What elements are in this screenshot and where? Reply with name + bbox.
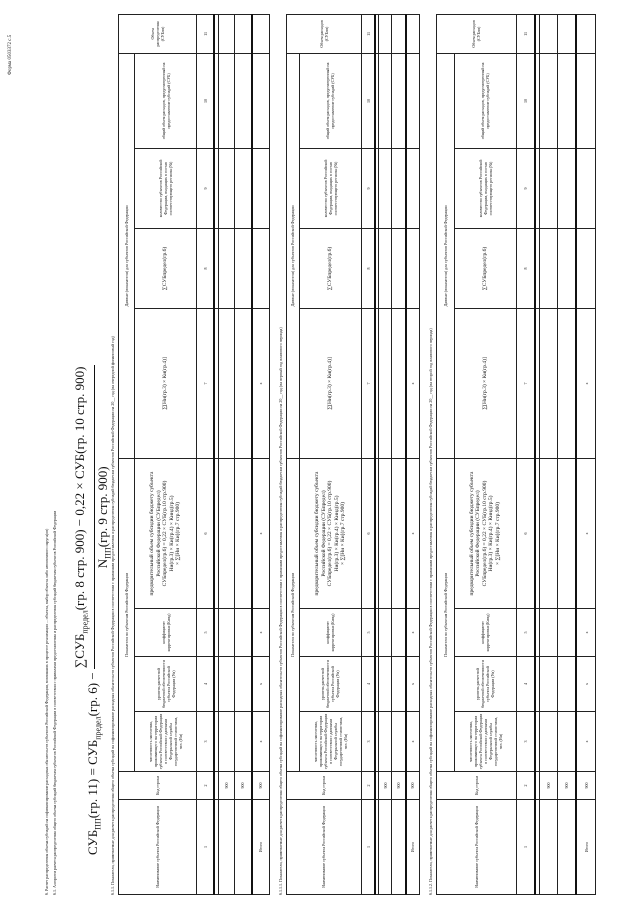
- cell-value[interactable]: [540, 14, 558, 53]
- col-header: численность населения, проживающего на территории субъекта Российской Федерации в соответствии с данными Федеральной службы государственной статистики, чел. (Ни): [454, 712, 516, 772]
- column-number: 9: [197, 148, 215, 228]
- cell-code: 900: [392, 772, 406, 800]
- cell-value[interactable]: [557, 458, 576, 608]
- col-header: общий объем расходов, предусмотренный на предоставление субсидий (СУБ): [135, 53, 197, 148]
- cell-value[interactable]: [392, 712, 406, 772]
- col-header: коэффициент корректировки (Кинд): [299, 609, 361, 657]
- total-value[interactable]: x: [406, 712, 420, 772]
- formula-lhs: СУБ: [85, 829, 101, 855]
- column-number: 4: [361, 657, 375, 712]
- cell-value[interactable]: [540, 53, 558, 148]
- col6-formula-line: × ∑[Ни × Ки](гр.7 стр.900): [175, 502, 182, 565]
- col-header: Наименование субъекта Российской Федерации: [437, 800, 517, 895]
- cell-name[interactable]: [234, 800, 252, 895]
- total-value[interactable]: [576, 53, 595, 148]
- column-number: 6: [361, 458, 375, 608]
- column-number-row: [361, 14, 375, 894]
- column-header-row: [135, 14, 197, 894]
- column-number: 5: [197, 609, 215, 657]
- cell-value[interactable]: [234, 228, 252, 308]
- total-value[interactable]: x: [406, 657, 420, 712]
- total-row: [406, 14, 420, 894]
- total-label: Итого: [406, 800, 420, 895]
- column-number: 2: [516, 772, 535, 800]
- total-value[interactable]: [252, 228, 270, 308]
- cell-value[interactable]: [557, 14, 576, 53]
- cell-value[interactable]: [379, 228, 392, 308]
- col-header: численность населения, проживающего на территории субъекта Российской Федерации в соответствии с данными Федеральной службы государственной статистики, чел. (Ни): [299, 712, 361, 772]
- cell-value[interactable]: [540, 228, 558, 308]
- cell-value[interactable]: [218, 228, 234, 308]
- col-header: уровень расчетной бюджетной обеспеченности субъекта Российской Федерации (Уи): [454, 657, 516, 712]
- cell-value[interactable]: [234, 148, 252, 228]
- col-header: уровень расчетной бюджетной обеспеченности субъекта Российской Федерации (Уи): [135, 657, 197, 712]
- cell-value[interactable]: [379, 712, 392, 772]
- cell-value[interactable]: [234, 609, 252, 657]
- cell-value[interactable]: [557, 712, 576, 772]
- cell-value[interactable]: [218, 308, 234, 458]
- cell-code: 900: [540, 772, 558, 800]
- note-1: 6. Расчет распределения объема субсидий на софинансирование расходных обязательств субъектов Российской Федерации, возникших в процессе реализации ... объекта, выбор объекта либо автономного округа(ов): [44, 528, 49, 895]
- total-value[interactable]: [252, 14, 270, 53]
- cell-value[interactable]: [234, 712, 252, 772]
- column-number: 11: [197, 14, 215, 53]
- cell-value[interactable]: [392, 308, 406, 458]
- group-header-row: [437, 14, 455, 894]
- cell-value[interactable]: [392, 657, 406, 712]
- column-number: 8: [197, 228, 215, 308]
- total-row: [252, 14, 270, 894]
- col-header: Код строки: [437, 772, 517, 800]
- cell-value[interactable]: [540, 712, 558, 772]
- total-code: 900: [252, 772, 270, 800]
- total-value[interactable]: [252, 148, 270, 228]
- col6-formula-line: × ∑[Ни × Ки](гр.7 стр.900): [494, 502, 501, 565]
- column-number: 4: [516, 657, 535, 712]
- column-number: 2: [197, 772, 215, 800]
- total-value[interactable]: x: [252, 657, 270, 712]
- group-header-row: [287, 14, 300, 894]
- col-header: ∑СУБпредел(гр.6): [299, 228, 361, 308]
- cell-value[interactable]: [540, 308, 558, 458]
- total-code: 900: [576, 772, 595, 800]
- column-number: 10: [516, 53, 535, 148]
- total-value[interactable]: [406, 228, 420, 308]
- group-header-2: Данные (показатели) для субъектов Российской Федерации: [119, 53, 135, 458]
- frac-den-sub: ПП: [103, 547, 113, 559]
- col-header: количество субъектов Российской Федерации, входящих в состав соответствующего региона (Ni): [135, 148, 197, 228]
- total-value[interactable]: x: [252, 609, 270, 657]
- cell-value[interactable]: [392, 458, 406, 608]
- col-header: численность населения, проживающего на территории субъекта Российской Федерации в соответствии с данными Федеральной службы государственной статистики, чел. (Ни): [135, 712, 197, 772]
- section-1-title: 6.1.1. Показатели, применяемые для расчета распределения общего объема субсидий на софинансирование расходных обязательств субъектов Российской Федерации в соответствии с правилами предоставления и распределения субсидий бюджетам субъектов Российской Федерации на 20__ год (на очередной финансовый год): [110, 336, 115, 895]
- cell-value[interactable]: [234, 53, 252, 148]
- table-row: [392, 14, 406, 894]
- cell-value[interactable]: [218, 148, 234, 228]
- column-number-row: [516, 14, 535, 894]
- cell-name[interactable]: [557, 800, 576, 895]
- cell-value[interactable]: [379, 657, 392, 712]
- col6-formula-line: Ни(гр.3) × Ки(гр.4) × Кинд(гр.5): [333, 495, 340, 572]
- col-header: Объем расходов (СУБпп): [287, 14, 362, 53]
- column-number: 7: [197, 308, 215, 458]
- column-number: 3: [516, 712, 535, 772]
- column-number: 6: [197, 458, 215, 608]
- col-header: общий объем расходов, предусмотренный на предоставление субсидий (СУБ): [299, 53, 361, 148]
- section-1-table: [118, 14, 270, 895]
- column-number: 4: [197, 657, 215, 712]
- cell-value[interactable]: [218, 458, 234, 608]
- section-2-title: 6.1.1.1. Показатели, применяемые для расчета распределения общего объема субсидий на софинансирование расходных обязательств субъектов Российской Федерации в соответствии с правилами предоставления и распределения субсидий бюджетам субъектов Российской Федерации на 20__ год (на первый год планового периода): [278, 327, 283, 895]
- col6-formula-line: × ∑[Ни × Ки](гр.7 стр.900): [340, 502, 347, 565]
- total-value[interactable]: [576, 228, 595, 308]
- total-value[interactable]: [576, 148, 595, 228]
- col-header: уровень расчетной бюджетной обеспеченности субъекта Российской Федерации (Уи): [299, 657, 361, 712]
- col-header: количество субъектов Российской Федерации, входящих в состав соответствующего региона (Ni): [454, 148, 516, 228]
- section-3-title: 6.1.1.2. Показатели, применяемые для расчета распределения общего объема субсидий на софинансирование расходных обязательств субъектов Российской Федерации в соответствии с правилами предоставления и распределения субсидий бюджетам субъектов Российской Федерации на 20__ год (на второй год планового периода): [428, 328, 433, 895]
- frac-den: N: [94, 558, 110, 569]
- total-value[interactable]: x: [576, 657, 595, 712]
- cell-value[interactable]: [540, 657, 558, 712]
- table-row: [557, 14, 576, 894]
- cell-value[interactable]: [557, 148, 576, 228]
- column-number: 3: [197, 712, 215, 772]
- cell-code: 900: [557, 772, 576, 800]
- column-number: 10: [361, 53, 375, 148]
- form-code: Форма 0503372 с.5: [8, 34, 13, 75]
- cell-value[interactable]: [392, 228, 406, 308]
- formula-eq1-arg: (гр. 6) −: [85, 672, 101, 717]
- total-value[interactable]: x: [252, 458, 270, 608]
- column-header-row: [454, 14, 516, 894]
- cell-value[interactable]: [379, 308, 392, 458]
- column-number: 10: [197, 53, 215, 148]
- col-header: Наименование субъекта Российской Федерации: [287, 800, 362, 895]
- column-number: 2: [361, 772, 375, 800]
- table-row: [540, 14, 558, 894]
- total-value[interactable]: [406, 148, 420, 228]
- formula-lhs-arg: (гр. 11): [85, 778, 101, 819]
- col6-formula-line: СУБпредел(гр.6) = 0,22 × СУБ(гр.10 стр.900): [162, 480, 169, 587]
- cell-value[interactable]: [540, 148, 558, 228]
- cell-name[interactable]: [540, 800, 558, 895]
- column-number: 5: [361, 609, 375, 657]
- table-row: [234, 14, 252, 894]
- column-number: 1: [197, 800, 215, 895]
- total-value[interactable]: x: [406, 609, 420, 657]
- total-value[interactable]: [576, 14, 595, 53]
- column-number: 1: [516, 800, 535, 895]
- group-header-2: Данные (показатели) для субъектов Российской Федерации: [437, 53, 455, 458]
- col-header-text: предварительный объем субсидии бюджету субъекта Российской Федерации (СУБпредел): [149, 471, 162, 596]
- cell-value[interactable]: [379, 148, 392, 228]
- group-header: Показатели по субъектам Российской Федерации: [437, 458, 455, 771]
- cell-value[interactable]: [218, 712, 234, 772]
- cell-value[interactable]: [392, 14, 406, 53]
- total-label: Итого: [252, 800, 270, 895]
- col-header: количество субъектов Российской Федерации, входящих в состав соответствующего региона (Ni): [299, 148, 361, 228]
- total-value[interactable]: x: [252, 308, 270, 458]
- column-number: 11: [361, 14, 375, 53]
- section-2-table: [286, 14, 420, 895]
- total-value[interactable]: x: [576, 458, 595, 608]
- col6-formula-line: Ни(гр.3) × Ки(гр.4) × Кинд(гр.5): [168, 495, 175, 572]
- column-number-row: [197, 14, 215, 894]
- cell-value[interactable]: [540, 609, 558, 657]
- column-header-row: [299, 14, 361, 894]
- frac-num-rest: (гр. 8 стр. 900) − 0,22 × СУБ(гр. 10 стр. 900): [72, 366, 87, 611]
- formula-eq1-sub: предел: [93, 716, 103, 740]
- cell-value[interactable]: [379, 14, 392, 53]
- total-value[interactable]: [252, 53, 270, 148]
- col-header: [454, 458, 516, 608]
- col-header: ∑[Ни(гр.3) × Ки(гр.4)]: [454, 308, 516, 458]
- col-header: Код строки: [119, 772, 197, 800]
- total-label: Итого: [576, 800, 595, 895]
- column-number: 1: [361, 800, 375, 895]
- cell-name[interactable]: [218, 800, 234, 895]
- column-number: 7: [361, 308, 375, 458]
- column-number: 9: [516, 148, 535, 228]
- total-value[interactable]: x: [576, 609, 595, 657]
- cell-value[interactable]: [218, 657, 234, 712]
- group-header-2: Данные (показатели) для субъектов Российской Федерации: [287, 53, 300, 458]
- cell-value[interactable]: [392, 53, 406, 148]
- group-header: Показатели по субъектам Российской Федерации: [119, 458, 135, 771]
- col-header: ∑[Ни(гр.3) × Ки(гр.4)]: [135, 308, 197, 458]
- total-value[interactable]: x: [406, 308, 420, 458]
- cell-value[interactable]: [218, 53, 234, 148]
- col-header: [299, 458, 361, 608]
- total-value[interactable]: x: [406, 458, 420, 608]
- group-header-row: [119, 14, 135, 894]
- column-number: 3: [361, 712, 375, 772]
- col-header: коэффициент корректировки (Кинд): [135, 609, 197, 657]
- total-value[interactable]: x: [252, 712, 270, 772]
- col-header: [135, 458, 197, 608]
- frac-den-rest: (гр. 9 стр. 900): [94, 466, 110, 548]
- cell-value[interactable]: [379, 609, 392, 657]
- cell-code: 900: [218, 772, 234, 800]
- formula-eq1: = СУБ: [85, 739, 101, 776]
- col-header: коэффициент корректировки (Кинд): [454, 609, 516, 657]
- cell-value[interactable]: [234, 14, 252, 53]
- column-number: 7: [516, 308, 535, 458]
- column-number: 9: [361, 148, 375, 228]
- col6-formula-line: СУБпредел(гр.6) = 0,22 × СУБ(гр.10 стр.900): [481, 480, 488, 587]
- cell-value[interactable]: [218, 609, 234, 657]
- col-header: Наименование субъекта Российской Федерации: [119, 800, 197, 895]
- cell-value[interactable]: [379, 458, 392, 608]
- cell-value[interactable]: [234, 657, 252, 712]
- col-header-text: предварительный объем субсидии бюджету субъекта Российской Федерации (СУБпредел): [314, 471, 327, 596]
- total-value[interactable]: x: [576, 308, 595, 458]
- col6-formula-line: СУБпредел(гр.6) = 0,22 × СУБ(гр.10 стр.900): [327, 480, 334, 587]
- cell-value[interactable]: [379, 53, 392, 148]
- col-header: ∑СУБпредел(гр.6): [135, 228, 197, 308]
- formula-lhs-sub: ПП: [93, 818, 103, 830]
- cell-name[interactable]: [392, 800, 406, 895]
- column-number: 6: [516, 458, 535, 608]
- total-row: [576, 14, 595, 894]
- total-value[interactable]: [406, 14, 420, 53]
- cell-value[interactable]: [557, 228, 576, 308]
- column-number: 11: [516, 14, 535, 53]
- cell-value[interactable]: [557, 53, 576, 148]
- note-2: 6.1. Алгоритм расчета распределения общего объема субсидий бюджетам субъектов Российской Федерации в соответствии с правилами предоставления и распределения субсидий бюджетам субъектов Российской Федерации: [52, 510, 57, 895]
- cell-value[interactable]: [557, 657, 576, 712]
- column-number: 5: [516, 609, 535, 657]
- col-header: Код строки: [287, 772, 362, 800]
- col-header: общий объем расходов, предусмотренный на предоставление субсидий (СУБ): [454, 53, 516, 148]
- column-number: 8: [516, 228, 535, 308]
- column-number: 8: [361, 228, 375, 308]
- cell-value[interactable]: [392, 609, 406, 657]
- table-row: [218, 14, 234, 894]
- group-header: Показатели по субъектам Российской Федерации: [287, 458, 300, 771]
- cell-value[interactable]: [557, 308, 576, 458]
- cell-code: 900: [379, 772, 392, 800]
- cell-value[interactable]: [218, 14, 234, 53]
- cell-value[interactable]: [234, 458, 252, 608]
- col6-formula-line: Ни(гр.3) × Ки(гр.4) × Кинд(гр.5): [488, 495, 495, 572]
- col-header: ∑СУБпредел(гр.6): [454, 228, 516, 308]
- cell-value[interactable]: [392, 148, 406, 228]
- cell-value[interactable]: [540, 458, 558, 608]
- frac-num: ∑СУБ: [72, 633, 87, 669]
- table-row: [379, 14, 392, 894]
- frac-num-sub: предел: [80, 610, 90, 634]
- cell-value[interactable]: [234, 308, 252, 458]
- col-header: Объем распределения (СУБпп): [119, 14, 197, 53]
- cell-name[interactable]: [379, 800, 392, 895]
- col-header: Объем расходов (СУБпп): [437, 14, 517, 53]
- cell-value[interactable]: [557, 609, 576, 657]
- section-3-table: [436, 14, 596, 895]
- col-header: ∑[Ни(гр.3) × Ки(гр.4)]: [299, 308, 361, 458]
- total-code: 900: [406, 772, 420, 800]
- total-value[interactable]: x: [576, 712, 595, 772]
- cell-code: 900: [234, 772, 252, 800]
- total-value[interactable]: [406, 53, 420, 148]
- col-header-text: предварительный объем субсидии бюджету субъекта Российской Федерации (СУБпредел): [468, 471, 482, 596]
